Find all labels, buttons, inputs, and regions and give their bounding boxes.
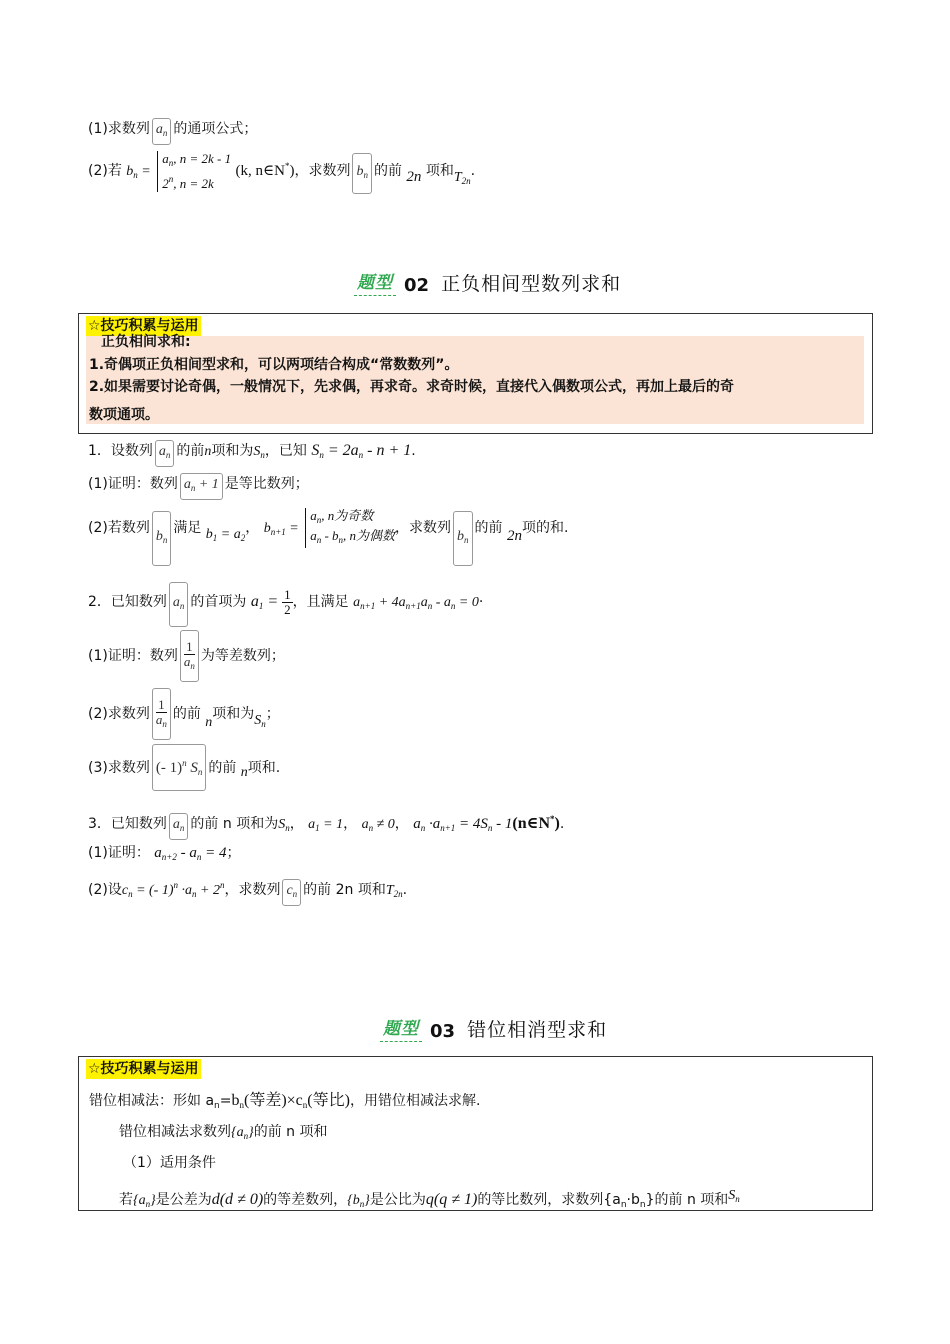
tips-box-2: ☆技巧积累与运用 正负相间求和: 1.奇偶项正负相间型求和，可以两项结合构成“常数数列”。 2.如果需要讨论奇偶，一般情况下，先求偶，再求奇。求奇时候，直接代入偶数项公式，再加上最后的奇 数项通项。 [78,313,873,434]
piecewise: $a_n$, n为奇数 $a_n - b_n$, n为偶数 [305,508,395,548]
problem-2-part-2: (2)求数列 $\frac{1}{a_n}$ 的前 n项和为$S_n$； [88,688,280,749]
condition-text: 若$\{a_n\}$是公差为d(d ≠ 0)的等差数列，$\{b_n\}$是公比为q(q ≠ 1)的等比数列，求数列$\{a_n\cdot b_n\}$的前 n 项和$S_n$ [119,1188,740,1210]
tips-tag: ☆技巧积累与运用 [88,318,199,334]
problem-2-stem: 2．已知数列 $a_n$ 的首项为 $a_1$ = $\frac{1}{2}$ ，且满足 $a_{n+1} + 4a_{n+1}a_n - a_n = 0\cdot$ [88,582,483,627]
problem-1-stem: 1．设数列 $a_n$ 的前n项和为$S_n$，已知 $S_n = 2a_n - n + 1$. [88,440,416,467]
tips-tag: ☆技巧积累与运用 [88,1061,199,1077]
fraction: $\frac{1}{2}$ [284,586,291,617]
condition-heading: （1）适用条件 [123,1155,216,1171]
type-badge: 题型 [380,1014,422,1042]
section-2-heading: 题型 02 正负相间型数列求和 [354,268,621,296]
problem-3-part-2: (2)设$c_n$ = (- $1)^n \cdot a_n + 2^n$，求数列 $c_n$ 的前 2n 项和$T_{2n}$. [88,874,407,906]
section-3-heading: 题型 03 错位相消型求和 [380,1014,607,1042]
problem-3-stem: 3．已知数列 $a_n$ 的前 n 项和为$S_n$， $a_1 = 1$， $a_n \ne 0$， $a_n \cdot a_{n+1} = 4S_n$ - 1(n∈N*). [88,808,564,840]
problem-2-part-3: (3)求数列 (- 1)$^n$ $S_n$ 的前 n项和. [88,744,280,791]
type-badge: 题型 [354,268,396,296]
top-question-2: (2)若 $b_n$ = $a_n$, n = 2k - 1 2$^n$, n = 2k (k, n∈N*)，求数列 $b_n$ 的前 2n 项和$T_{2n}$. [88,148,475,199]
problem-3-part-1: (1)证明： $a_{n+2} - a_n = 4$； [88,845,241,862]
method-definition: 错位相减法：形如 $a_n=b_n$(等差)$\times c_n$(等比)，用错位相减法求解. [89,1092,481,1111]
method-subtitle: 错位相减法求数列$\{a_n\}$的前 n 项和 [119,1124,328,1141]
problem-2-part-1: (1)证明：数列 $\frac{1}{a_n}$ 为等差数列； [88,630,285,682]
problem-1-part-2: (2)若数列$b_n$满足 $b_1 = a_2$， $b_{n+1}$ = $a_n$, n为奇数 $a_n - b_n$, n为偶数 ，求数列$b_n$的前 2n项的和. [88,503,568,566]
piecewise: $a_n$, n = 2k - 1 2$^n$, n = 2k [157,151,231,192]
top-question-1: (1)求数列 $a_n$ 的通项公式； [88,118,257,145]
tips-box-3 [78,1056,873,1211]
seq-a: $a_n$ [152,118,172,145]
problem-1-part-1: (1)证明：数列 $a_n + 1$ 是等比数列； [88,473,309,500]
